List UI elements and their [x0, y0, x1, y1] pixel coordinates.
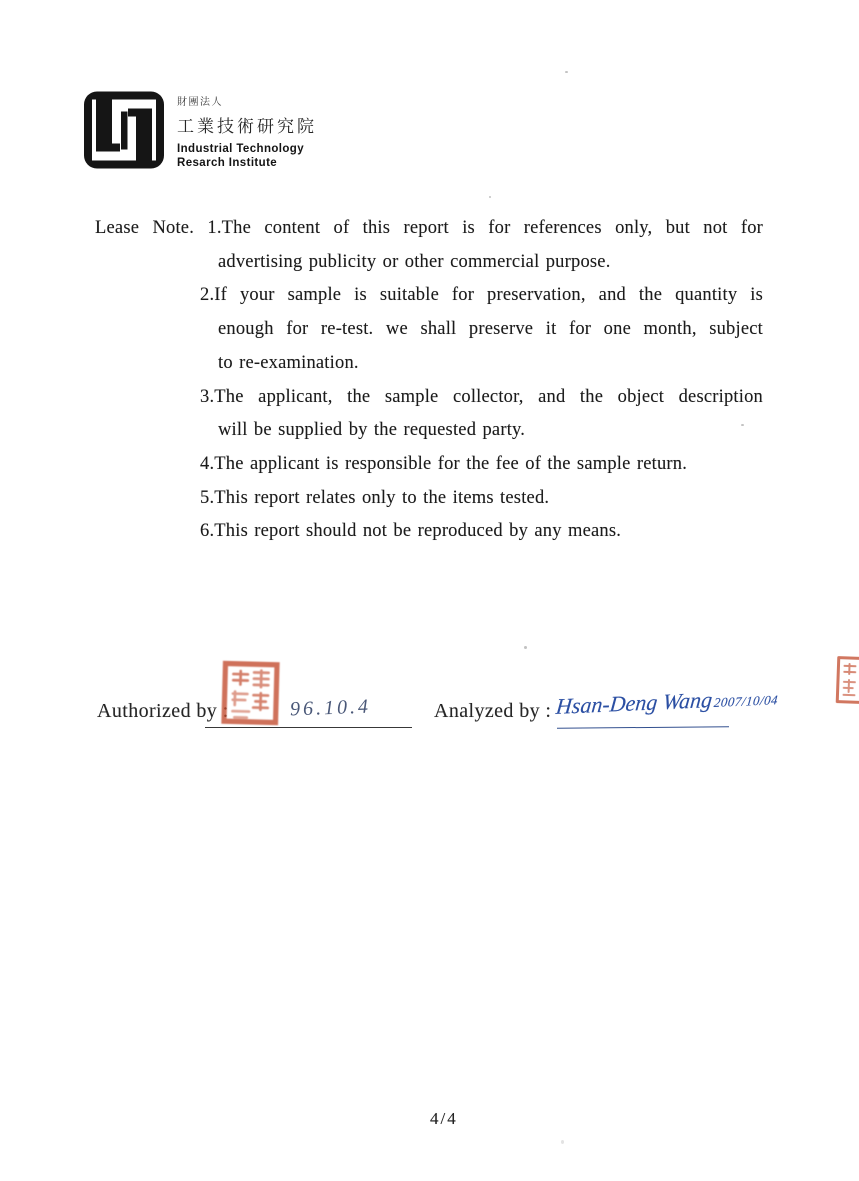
org-name-zh: 工業技術研究院 [177, 117, 317, 136]
org-name-block [177, 93, 437, 170]
scan-speck [741, 424, 744, 426]
lease-note-line: 3.The applicant, the sample collector, and the object description [200, 386, 763, 407]
scan-speck [565, 71, 568, 73]
lease-note-line: 4.The applicant is responsible for the fee of the sample return. [200, 453, 688, 474]
lease-note-line: enough for re-test. we shall preserve it for one month, subject [218, 319, 763, 340]
lease-note-line: advertising publicity or other commercial purpose. [218, 251, 611, 272]
lease-note-section [95, 212, 763, 549]
lease-note-item-1: 1.The content of this report is for references only, but not for [207, 218, 764, 238]
page-number: 4/4 [430, 1109, 458, 1128]
itri-logo-icon [84, 91, 164, 169]
analyst-signature-handwriting [555, 684, 780, 720]
analyst-name-handwriting: Hsan-Deng Wang [554, 686, 714, 719]
org-name-en-line1: Industrial Technology [177, 143, 305, 155]
authorizer-seal-stamp [219, 659, 282, 727]
org-name-en [177, 143, 437, 170]
lease-note-line: 2.If your sample is suitable for preservation, and the quantity is [200, 285, 763, 306]
org-name-en-line2: Resarch Institute [177, 156, 278, 169]
scan-speck [561, 1140, 564, 1144]
lease-note-label: Lease Note. [95, 218, 195, 238]
lease-note-line [95, 212, 763, 246]
analyzed-signature-line [557, 726, 729, 729]
analyzed-by-label: Analyzed by : [434, 700, 552, 722]
scan-speck [489, 196, 491, 198]
org-type-label: 財團法人 [177, 97, 223, 108]
authorized-signature-line [205, 727, 412, 728]
lease-note-line: to re-examination. [218, 352, 359, 373]
scan-speck [524, 646, 527, 649]
edge-seal-stamp [835, 655, 859, 706]
authorized-date-handwriting: 96.10.4 [289, 695, 372, 721]
lease-note-line: will be supplied by the requested party. [218, 420, 526, 441]
authorized-by-label: Authorized by : [97, 700, 229, 722]
lease-note-line: 6.This report should not be reproduced by any means. [200, 521, 622, 542]
analyst-date-handwriting: 2007/10/04 [713, 692, 779, 711]
lease-note-line: 5.This report relates only to the items tested. [200, 487, 550, 508]
